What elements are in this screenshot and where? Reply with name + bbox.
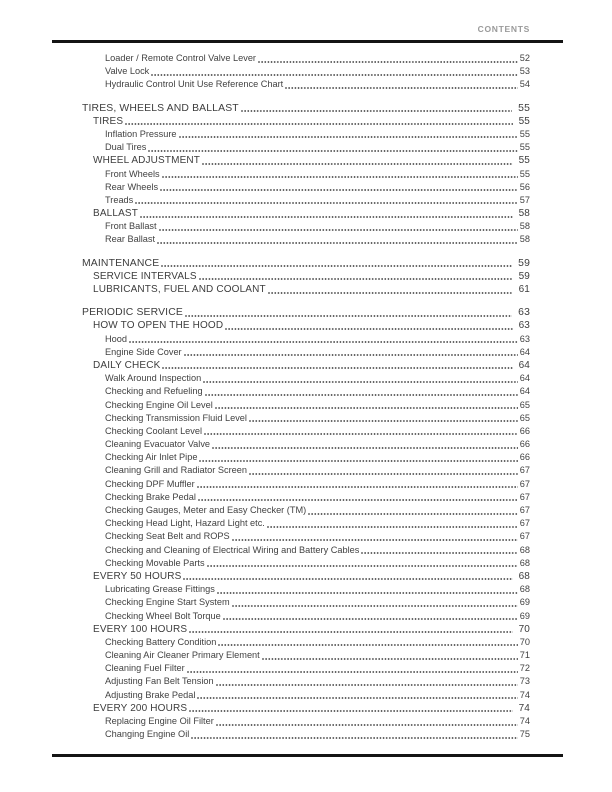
toc-entry-page-number: 74 bbox=[519, 689, 530, 700]
toc-entry[interactable] bbox=[82, 438, 530, 451]
toc-entry[interactable] bbox=[82, 220, 530, 233]
dot-leader bbox=[225, 319, 513, 332]
toc-entry-page-number: 63 bbox=[518, 320, 530, 332]
dot-leader bbox=[262, 649, 519, 662]
toc-entry[interactable] bbox=[82, 181, 530, 194]
dot-leader bbox=[189, 623, 513, 636]
toc-entry[interactable] bbox=[82, 596, 530, 609]
dot-leader bbox=[203, 372, 519, 385]
toc-entry-label: Checking Engine Oil Level bbox=[105, 399, 213, 410]
toc-entry-page-number: 58 bbox=[519, 234, 530, 245]
toc-entry[interactable] bbox=[82, 128, 530, 141]
dot-leader bbox=[159, 220, 519, 233]
toc-entry[interactable] bbox=[82, 65, 530, 78]
toc-entry-label: Cleaning Evacuator Valve bbox=[105, 439, 211, 450]
toc-group bbox=[82, 52, 530, 92]
toc-entry-page-number: 59 bbox=[518, 257, 530, 269]
toc-entry-label: Lubricating Grease Fittings bbox=[105, 584, 215, 595]
toc-entry[interactable] bbox=[82, 78, 530, 91]
toc-entry[interactable] bbox=[82, 464, 530, 477]
toc-entry-label: EVERY 100 HOURS bbox=[93, 623, 188, 635]
toc-entry-label: WHEEL ADJUSTMENT bbox=[93, 155, 201, 167]
toc-entry[interactable] bbox=[82, 675, 530, 688]
toc-entry-label: Front Ballast bbox=[105, 221, 157, 232]
toc-entry[interactable] bbox=[82, 52, 530, 65]
toc-entry-label: LUBRICANTS, FUEL AND COOLANT bbox=[93, 284, 266, 295]
toc-group-rows bbox=[82, 102, 530, 247]
toc-entry-page-number: 75 bbox=[519, 729, 530, 740]
toc-entry[interactable] bbox=[82, 728, 530, 741]
toc-entry-page-number: 56 bbox=[519, 181, 530, 192]
dot-leader bbox=[135, 194, 519, 207]
toc-entry-page-number: 64 bbox=[519, 386, 530, 397]
footer-rule bbox=[52, 754, 563, 757]
toc-entry[interactable] bbox=[82, 425, 530, 438]
toc-entry-label: SERVICE INTERVALS bbox=[93, 270, 197, 282]
dot-leader bbox=[232, 530, 519, 543]
dot-leader bbox=[205, 385, 519, 398]
toc-entry[interactable] bbox=[82, 623, 530, 636]
toc-entry[interactable] bbox=[82, 636, 530, 649]
toc-entry-label: Treads bbox=[105, 194, 134, 205]
toc-entry-page-number: 65 bbox=[519, 399, 530, 410]
toc-entry-label: DAILY CHECK bbox=[93, 359, 161, 371]
toc-entry[interactable] bbox=[82, 257, 530, 270]
toc-entry-label: Inflation Pressure bbox=[105, 128, 177, 139]
toc-entry-page-number: 55 bbox=[518, 115, 530, 127]
toc-entry-page-number: 68 bbox=[518, 570, 530, 582]
toc-entry-page-number: 55 bbox=[519, 128, 530, 139]
toc-entry-page-number: 64 bbox=[519, 346, 530, 357]
toc-entry-page-number: 67 bbox=[519, 491, 530, 502]
toc-entry[interactable] bbox=[82, 168, 530, 181]
dot-leader bbox=[308, 504, 519, 517]
toc-entry-label: Checking Transmission Fluid Level bbox=[105, 412, 247, 423]
dot-leader bbox=[204, 425, 519, 438]
toc-entry-label: Checking Battery Condition bbox=[105, 636, 217, 647]
toc-entry-label: Valve Lock bbox=[105, 66, 150, 77]
toc-entry-page-number: 55 bbox=[518, 155, 530, 167]
toc-entry-page-number: 70 bbox=[519, 636, 530, 647]
dot-leader bbox=[179, 128, 519, 141]
toc-entry-label: Checking Wheel Bolt Torque bbox=[105, 610, 221, 621]
dot-leader bbox=[187, 662, 519, 675]
dot-leader bbox=[249, 412, 519, 425]
toc-entry[interactable] bbox=[82, 715, 530, 728]
toc-entry-page-number: 68 bbox=[519, 584, 530, 595]
toc-entry-page-number: 58 bbox=[518, 208, 530, 220]
toc-entry-page-number: 55 bbox=[519, 168, 530, 179]
toc-entry[interactable] bbox=[82, 385, 530, 398]
dot-leader bbox=[162, 168, 519, 181]
toc-entry-page-number: 64 bbox=[518, 359, 530, 371]
toc-entry[interactable] bbox=[82, 207, 530, 220]
toc-entry-label: Adjusting Brake Pedal bbox=[105, 689, 196, 700]
page-header-label: CONTENTS bbox=[477, 24, 530, 34]
toc-entry[interactable] bbox=[82, 478, 530, 491]
toc-entry-label: Hood bbox=[105, 333, 127, 344]
toc-entry-label: Checking Movable Parts bbox=[105, 557, 205, 568]
toc-entry-label: EVERY 200 HOURS bbox=[93, 702, 188, 714]
toc-entry-page-number: 69 bbox=[519, 610, 530, 621]
toc-entry-label: BALLAST bbox=[93, 208, 138, 220]
toc-entry[interactable] bbox=[82, 702, 530, 715]
toc-entry-page-number: 69 bbox=[519, 597, 530, 608]
toc-entry[interactable] bbox=[82, 689, 530, 702]
toc-entry-label: Changing Engine Oil bbox=[105, 729, 190, 740]
toc-entry[interactable] bbox=[82, 359, 530, 372]
toc-entry[interactable] bbox=[82, 306, 530, 319]
dot-leader bbox=[361, 544, 518, 557]
toc-entry-label: TIRES bbox=[93, 115, 124, 127]
toc-group bbox=[82, 102, 530, 247]
toc-entry-label: HOW TO OPEN THE HOOD bbox=[93, 320, 224, 332]
header-rule bbox=[52, 40, 563, 43]
dot-leader bbox=[199, 270, 514, 283]
toc-entry[interactable] bbox=[82, 154, 530, 167]
toc-entry[interactable] bbox=[82, 399, 530, 412]
dot-leader bbox=[157, 233, 519, 246]
dot-leader bbox=[217, 583, 519, 596]
toc-entry-page-number: 58 bbox=[519, 221, 530, 232]
dot-leader bbox=[197, 478, 519, 491]
dot-leader bbox=[216, 715, 519, 728]
toc-entry-page-number: 67 bbox=[519, 518, 530, 529]
toc-entry[interactable] bbox=[82, 115, 530, 128]
dot-leader bbox=[161, 257, 513, 270]
toc-entry-label: Checking DPF Muffler bbox=[105, 478, 195, 489]
toc-entry-label: PERIODIC SERVICE bbox=[82, 307, 183, 319]
toc-entry[interactable] bbox=[82, 530, 530, 543]
toc-entry-page-number: 67 bbox=[519, 478, 530, 489]
toc-entry[interactable] bbox=[82, 610, 530, 623]
toc-entry-label: Checking Head Light, Hazard Light etc. bbox=[105, 518, 265, 529]
toc-entry-label: Checking Brake Pedal bbox=[105, 491, 196, 502]
toc-entry-label: Checking Seat Belt and ROPS bbox=[105, 531, 230, 542]
toc-entry-label: Checking and Cleaning of Electrical Wiring and Battery Cables bbox=[105, 544, 360, 555]
toc-entry[interactable] bbox=[82, 233, 530, 246]
toc-entry-page-number: 68 bbox=[519, 557, 530, 568]
toc-entry-page-number: 53 bbox=[519, 66, 530, 77]
toc-entry-label: Rear Ballast bbox=[105, 234, 156, 245]
toc-entry-label: Replacing Engine Oil Filter bbox=[105, 716, 214, 726]
dot-leader bbox=[258, 52, 519, 65]
dot-leader bbox=[232, 596, 519, 609]
toc-entry-page-number: 67 bbox=[519, 531, 530, 542]
toc-entry-page-number: 67 bbox=[519, 465, 530, 476]
dot-leader bbox=[151, 65, 519, 78]
dot-leader bbox=[148, 141, 518, 154]
toc-entry-page-number: 71 bbox=[519, 650, 530, 661]
dot-leader bbox=[212, 438, 519, 451]
toc-entry-label: MAINTENANCE bbox=[82, 257, 160, 269]
toc-entry[interactable] bbox=[82, 504, 530, 517]
dot-leader bbox=[185, 306, 513, 319]
dot-leader bbox=[199, 451, 518, 464]
dot-leader bbox=[285, 78, 519, 91]
toc-entry-page-number: 52 bbox=[519, 53, 530, 63]
toc-entry-label: Checking and Refueling bbox=[105, 386, 203, 397]
toc-entry[interactable] bbox=[82, 270, 530, 283]
toc-entry[interactable] bbox=[82, 412, 530, 425]
dot-leader bbox=[184, 346, 519, 359]
dot-leader bbox=[125, 115, 513, 128]
toc-entry-page-number: 64 bbox=[519, 373, 530, 384]
toc-group bbox=[82, 306, 530, 741]
toc-entry-page-number: 66 bbox=[519, 425, 530, 436]
dot-leader bbox=[207, 557, 519, 570]
toc-entry-page-number: 70 bbox=[518, 623, 530, 635]
toc-entry[interactable] bbox=[82, 517, 530, 530]
dot-leader bbox=[218, 636, 518, 649]
toc-entry[interactable] bbox=[82, 333, 530, 346]
toc-entry-page-number: 68 bbox=[519, 544, 530, 555]
toc-entry-page-number: 55 bbox=[518, 102, 530, 114]
toc-entry-label: Cleaning Grill and Radiator Screen bbox=[105, 465, 247, 476]
dot-leader bbox=[267, 517, 519, 530]
dot-leader bbox=[183, 570, 513, 583]
toc-entry-label: Checking Engine Start System bbox=[105, 597, 230, 608]
dot-leader bbox=[160, 181, 519, 194]
toc-entry-page-number: 54 bbox=[519, 79, 530, 90]
dot-leader bbox=[249, 464, 519, 477]
dot-leader bbox=[202, 154, 514, 167]
toc-entry-label: Front Wheels bbox=[105, 168, 160, 179]
toc-entry-label: Dual Tires bbox=[105, 142, 147, 153]
toc-entry[interactable] bbox=[82, 583, 530, 596]
toc-entry-label: Checking Coolant Level bbox=[105, 425, 203, 436]
dot-leader bbox=[129, 333, 519, 346]
dot-leader bbox=[268, 283, 514, 296]
toc-entry-label: Loader / Remote Control Valve Lever bbox=[105, 53, 256, 63]
toc-entry-label: Adjusting Fan Belt Tension bbox=[105, 676, 214, 687]
dot-leader bbox=[197, 689, 518, 702]
toc-entry[interactable] bbox=[82, 649, 530, 662]
dot-leader bbox=[215, 399, 519, 412]
toc-entry-label: TIRES, WHEELS AND BALLAST bbox=[82, 102, 239, 114]
toc-entry-label: EVERY 50 HOURS bbox=[93, 570, 182, 582]
toc-entry-label: Rear Wheels bbox=[105, 181, 159, 192]
dot-leader bbox=[191, 728, 518, 741]
toc-entry-label: Checking Air Inlet Pipe bbox=[105, 452, 198, 463]
toc-entry-page-number: 66 bbox=[519, 439, 530, 450]
toc-entry[interactable] bbox=[82, 319, 530, 332]
toc-entry-page-number: 63 bbox=[519, 333, 530, 344]
toc-entry-page-number: 72 bbox=[519, 663, 530, 674]
toc-entry-label: Cleaning Fuel Filter bbox=[105, 663, 185, 674]
toc-group-rows bbox=[82, 52, 530, 92]
toc-entry-page-number: 55 bbox=[519, 142, 530, 153]
toc-entry-page-number: 63 bbox=[518, 307, 530, 319]
toc-entry-page-number: 67 bbox=[519, 505, 530, 515]
toc-entry-label: Walk Around Inspection bbox=[105, 373, 202, 384]
toc-entry-label: Hydraulic Control Unit Use Reference Chart bbox=[105, 79, 284, 90]
toc-group-rows bbox=[82, 257, 530, 297]
toc-entry-page-number: 57 bbox=[519, 194, 530, 205]
dot-leader bbox=[162, 359, 513, 372]
toc-entry-label: Engine Side Cover bbox=[105, 346, 182, 357]
toc-entry-page-number: 74 bbox=[519, 716, 530, 726]
toc-entry[interactable] bbox=[82, 372, 530, 385]
toc-entry-page-number: 66 bbox=[519, 452, 530, 463]
toc-entry-page-number: 74 bbox=[518, 702, 530, 714]
toc-entry[interactable] bbox=[82, 283, 530, 296]
dot-leader bbox=[198, 491, 519, 504]
toc-entry-label: Cleaning Air Cleaner Primary Element bbox=[105, 650, 260, 661]
toc-entry-page-number: 59 bbox=[518, 270, 530, 282]
dot-leader bbox=[216, 675, 519, 688]
toc-entry[interactable] bbox=[82, 491, 530, 504]
toc-entry[interactable] bbox=[82, 544, 530, 557]
dot-leader bbox=[241, 102, 513, 115]
toc-entry-page-number: 65 bbox=[519, 412, 530, 423]
toc-entry[interactable] bbox=[82, 102, 530, 115]
toc-entry-page-number: 61 bbox=[518, 284, 530, 295]
toc-entry-label: Checking Gauges, Meter and Easy Checker (TM) bbox=[105, 505, 307, 515]
toc-group-rows bbox=[82, 306, 530, 741]
toc-entry[interactable] bbox=[82, 557, 530, 570]
toc-entry[interactable] bbox=[82, 570, 530, 583]
table-of-contents bbox=[82, 52, 530, 741]
toc-entry[interactable] bbox=[82, 662, 530, 675]
dot-leader bbox=[223, 610, 519, 623]
dot-leader bbox=[140, 207, 514, 220]
toc-entry[interactable] bbox=[82, 141, 530, 154]
dot-leader bbox=[189, 702, 513, 715]
toc-group bbox=[82, 257, 530, 297]
toc-entry[interactable] bbox=[82, 194, 530, 207]
toc-entry[interactable] bbox=[82, 451, 530, 464]
toc-entry[interactable] bbox=[82, 346, 530, 359]
toc-entry-page-number: 73 bbox=[519, 676, 530, 687]
